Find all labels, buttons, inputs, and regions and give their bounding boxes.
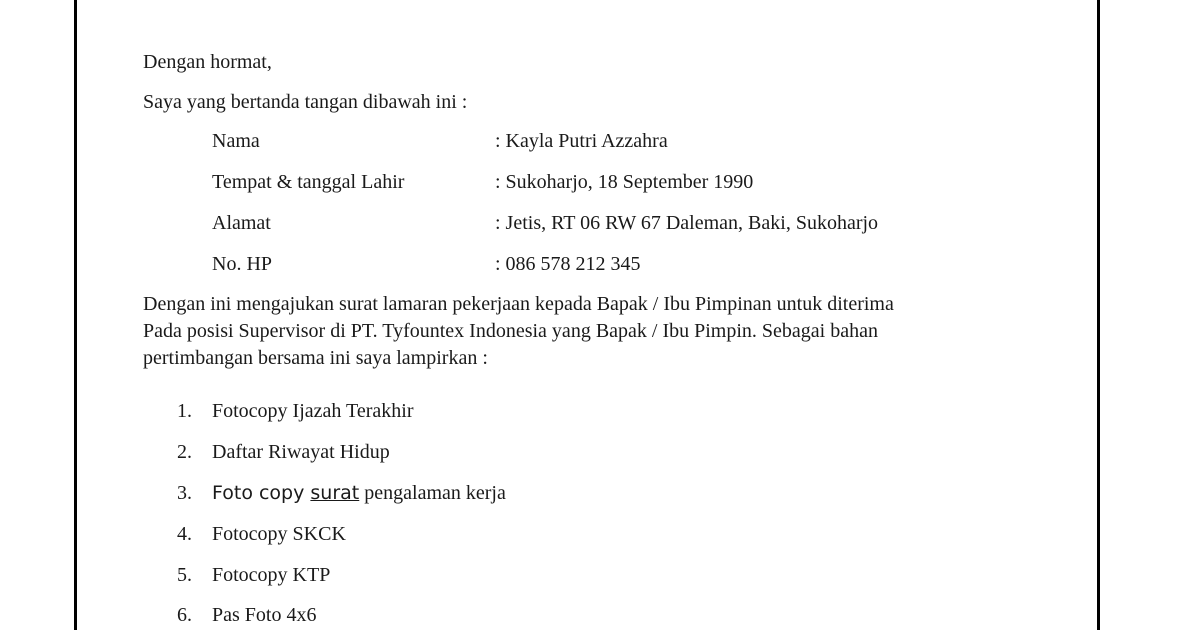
list-number: 2.: [177, 441, 192, 463]
list-item: [177, 440, 390, 464]
field-value-alamat: : Jetis, RT 06 RW 67 Daleman, Baki, Sukoharjo: [495, 212, 879, 234]
field-label-hp: No. HP: [212, 253, 273, 275]
field-value-ttl: : Sukoharjo, 18 September 1990: [495, 171, 754, 193]
intro-line: Saya yang bertanda tangan dibawah ini :: [143, 91, 468, 113]
list-text: Daftar Riwayat Hidup: [212, 441, 390, 463]
list-item: [177, 522, 346, 546]
paragraph-line: Dengan ini mengajukan surat lamaran pekerjaan kepada Bapak / Ibu Pimpinan untuk diterima: [143, 293, 894, 315]
list-text: Fotocopy KTP: [212, 564, 331, 586]
list-item: [177, 563, 330, 587]
salutation: Dengan hormat,: [143, 51, 272, 73]
list-text: Fotocopy Ijazah Terakhir: [212, 400, 414, 422]
list-text-underlined: surat: [310, 482, 360, 504]
list-number: 5.: [177, 564, 192, 586]
field-value-nama: : Kayla Putri Azzahra: [495, 130, 668, 152]
list-number: 4.: [177, 523, 192, 545]
list-item: [177, 481, 506, 505]
field-value-hp: : 086 578 212 345: [495, 253, 641, 275]
list-number: 6.: [177, 604, 192, 626]
field-label-nama: Nama: [212, 130, 260, 152]
paragraph-line: Pada posisi Supervisor di PT. Tyfountex Indonesia yang Bapak / Ibu Pimpin. Sebagai bahan: [143, 320, 878, 342]
list-item: [177, 399, 414, 423]
list-text: Pas Foto 4x6: [212, 604, 317, 626]
list-text: pengalaman kerja: [359, 482, 506, 504]
list-item: [177, 603, 316, 627]
page-border-left: [74, 0, 77, 630]
field-label-ttl: Tempat & tanggal Lahir: [212, 171, 405, 193]
list-number: 3.: [177, 482, 192, 504]
page-border-right: [1097, 0, 1100, 630]
application-paragraph: [143, 291, 1063, 372]
paragraph-line: pertimbangan bersama ini saya lampirkan :: [143, 347, 488, 369]
field-label-alamat: Alamat: [212, 212, 271, 234]
list-number: 1.: [177, 400, 192, 422]
list-text-sans: Foto copy: [212, 482, 311, 504]
list-text: Fotocopy SKCK: [212, 523, 346, 545]
